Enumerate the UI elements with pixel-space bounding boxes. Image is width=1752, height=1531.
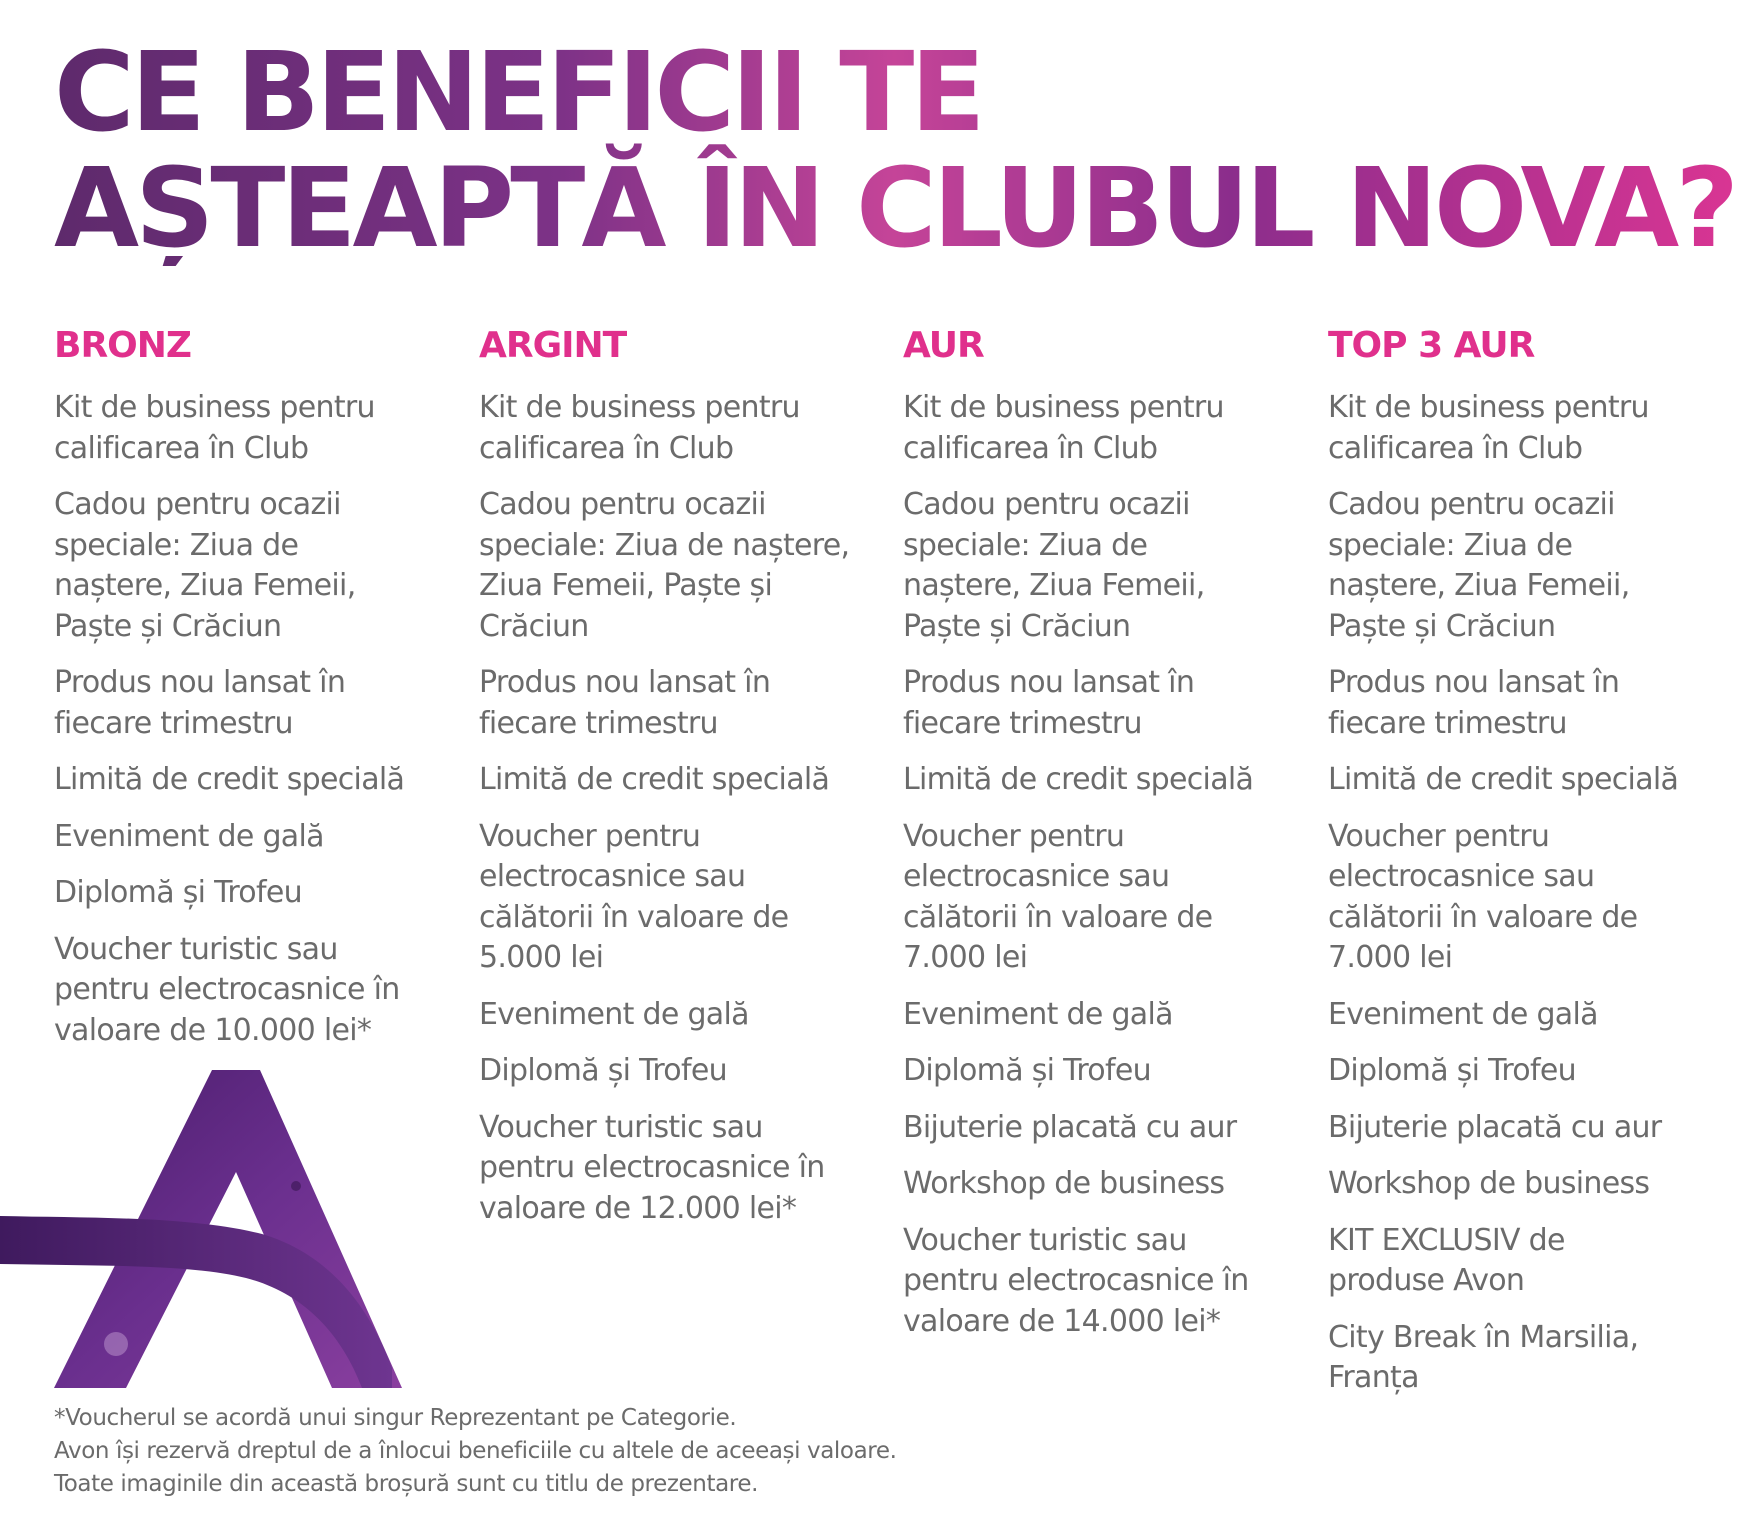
benefit-item: Cadou pentru ocazii speciale: Ziua de naștere, Ziua Femeii, Paște și Crăciun [1328, 487, 1630, 644]
benefit-item: Produs nou lansat în fiecare trimestru [903, 665, 1195, 741]
benefit-item: Voucher turistic sau pentru electrocasnice în valoare de 10.000 lei* [54, 931, 400, 1048]
benefit-item: Bijuterie placată cu aur [903, 1109, 1237, 1145]
benefit-item: Cadou pentru ocazii speciale: Ziua de naștere, Ziua Femeii, Paște și Crăciun [54, 487, 356, 644]
benefit-item: Diplomă și Trofeu [1328, 1053, 1576, 1088]
benefit-item: Limită de credit specială [903, 762, 1254, 797]
benefit-item: Workshop de business [903, 1166, 1225, 1201]
benefit-item: KIT EXCLUSIV de produse Avon [1328, 1222, 1565, 1298]
benefit-item: Cadou pentru ocazii speciale: Ziua de naștere, Ziua Femeii, Paște și Crăciun [479, 487, 850, 644]
benefit-item: Kit de business pentru calificarea în Club [903, 390, 1224, 466]
tier-heading: BRONZ [54, 325, 191, 366]
benefit-list [479, 388, 869, 1229]
benefit-item: City Break în Marsilia, Franța [1328, 1319, 1639, 1395]
title-line-1: CE BENEFICII TE [54, 28, 982, 156]
benefit-item: Limită de credit specială [479, 762, 830, 797]
benefit-item: Kit de business pentru calificarea în Club [54, 390, 375, 466]
avon-a-logo-icon [0, 1068, 410, 1390]
benefit-item: Diplomă și Trofeu [903, 1053, 1151, 1088]
footnote-line: Avon își rezervă dreptul de a înlocui beneficiile cu altele de aceeași valoare. [54, 1438, 897, 1464]
page-title [54, 28, 1736, 272]
benefit-item: Voucher pentru electrocasnice sau călătorii în valoare de 7.000 lei [1328, 818, 1638, 975]
benefit-item: Workshop de business [1328, 1166, 1650, 1201]
benefit-item: Bijuterie placată cu aur [1328, 1109, 1662, 1145]
tier-column-bronz [54, 322, 444, 1067]
benefit-item: Kit de business pentru calificarea în Club [1328, 390, 1649, 466]
tier-heading: AUR [903, 325, 984, 366]
benefit-item: Diplomă și Trofeu [54, 875, 302, 910]
benefit-list [1328, 388, 1718, 1399]
footnote [54, 1402, 896, 1501]
benefit-item: Eveniment de gală [479, 996, 749, 1032]
benefit-item: Produs nou lansat în fiecare trimestru [479, 665, 771, 741]
footnote-line: *Voucherul se acordă unui singur Reprezentant pe Categorie. [54, 1405, 737, 1431]
benefit-item: Limită de credit specială [1328, 762, 1679, 797]
benefit-item: Limită de credit specială [54, 762, 405, 797]
benefit-item: Produs nou lansat în fiecare trimestru [1328, 665, 1620, 741]
benefit-item: Eveniment de gală [1328, 996, 1598, 1032]
tier-column-argint [479, 322, 869, 1245]
benefit-item: Eveniment de gală [54, 818, 324, 854]
tier-heading: ARGINT [479, 325, 627, 366]
title-line-2: AȘTEAPTĂ ÎN CLUBUL NOVA? [54, 144, 1736, 272]
footnote-line: Toate imaginile din această broșură sunt cu titlu de prezentare. [54, 1471, 758, 1497]
benefit-item: Voucher pentru electrocasnice sau călătorii în valoare de 5.000 lei [479, 818, 789, 975]
benefit-item: Voucher turistic sau pentru electrocasnice în valoare de 12.000 lei* [479, 1109, 825, 1226]
benefit-item: Produs nou lansat în fiecare trimestru [54, 665, 346, 741]
benefit-list [54, 388, 444, 1051]
benefit-item: Voucher turistic sau pentru electrocasnice în valoare de 14.000 lei* [903, 1222, 1249, 1339]
benefit-item: Cadou pentru ocazii speciale: Ziua de naștere, Ziua Femeii, Paște și Crăciun [903, 487, 1205, 644]
tier-column-top-3-aur [1328, 322, 1718, 1415]
tier-heading: TOP 3 AUR [1328, 325, 1535, 366]
benefit-item: Voucher pentru electrocasnice sau călătorii în valoare de 7.000 lei [903, 818, 1213, 975]
benefit-item: Diplomă și Trofeu [479, 1053, 727, 1088]
benefit-item: Kit de business pentru calificarea în Club [479, 390, 800, 466]
benefit-item: Eveniment de gală [903, 996, 1173, 1032]
benefit-list [903, 388, 1293, 1342]
tier-column-aur [903, 322, 1293, 1358]
